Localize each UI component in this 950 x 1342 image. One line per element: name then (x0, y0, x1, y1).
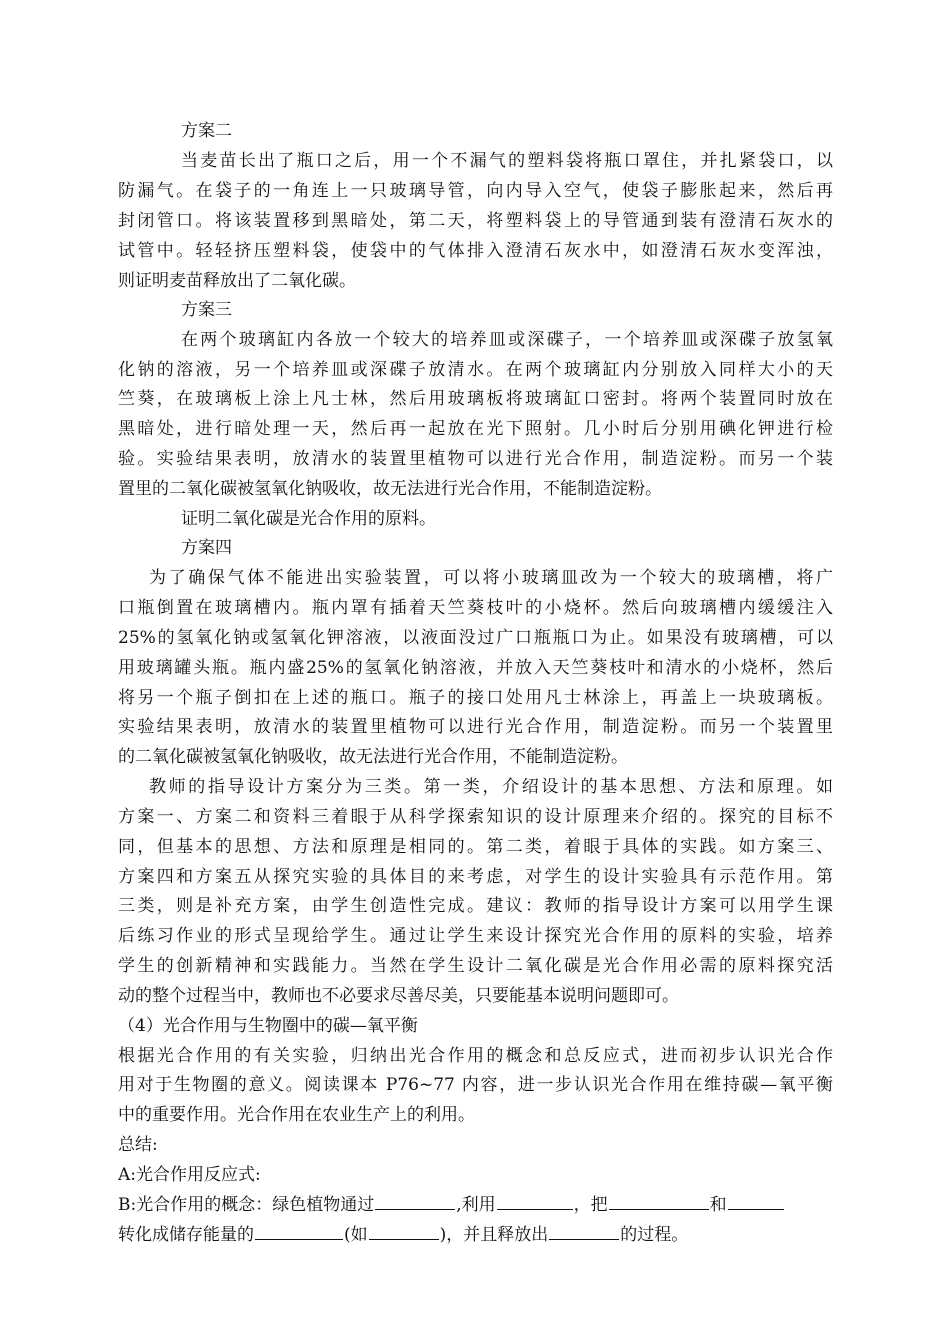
paragraph-line: 根据光合作用的有关实验，归纳出光合作用的概念和总反应式，进而初步认识光合作 (118, 1046, 833, 1066)
paragraph-line: 方案一、方案二和资料三着眼于从科学探索知识的设计原理来介绍的。探究的目标不 (118, 807, 833, 827)
formula-label: A:光合作用反应式: (118, 1165, 261, 1185)
heading-plan-2: 方案二 (181, 121, 232, 141)
blank-field[interactable] (728, 1191, 784, 1210)
concept-text: 的过程。 (620, 1225, 689, 1245)
paragraph-line: 则证明麦苗释放出了二氧化碳。 (118, 271, 356, 291)
paragraph-line: 在两个玻璃缸内各放一个较大的培养皿或深碟子，一个培养皿或深碟子放氢氧 (181, 330, 833, 350)
paragraph-line: 为了确保气体不能进出实验装置，可以将小玻璃皿改为一个较大的玻璃槽，将广 (149, 568, 833, 588)
blank-field[interactable] (609, 1191, 709, 1210)
blank-field[interactable] (375, 1191, 455, 1210)
paragraph-line: 三类，则是补充方案，由学生创造性完成。建议：教师的指导设计方案可以用学生课 (118, 896, 833, 916)
paragraph-line: 用玻璃罐头瓶。瓶内盛25%的氢氧化钠溶液，并放入天竺葵枝叶和清水的小烧杯，然后 (118, 658, 833, 678)
concept-text: (如 (344, 1225, 368, 1245)
blank-field[interactable] (255, 1221, 343, 1240)
paragraph-line: 置里的二氧化碳被氢氧化钠吸收，故无法进行光合作用，不能制造淀粉。 (118, 479, 662, 499)
paragraph-line: 方案四和方案五从探究实验的具体目的来考虑，对学生的设计实验具有示范作用。第 (118, 867, 833, 887)
paragraph-line: 竺葵，在玻璃板上涂上凡士林，然后用玻璃板将玻璃缸口密封。将两个装置同时放在 (118, 389, 833, 409)
concept-text: 和 (709, 1195, 727, 1215)
paragraph-line: 当麦苗长出了瓶口之后，用一个不漏气的塑料袋将瓶口罩住，并扎紧袋口，以 (181, 151, 833, 171)
concept-text: )，并且释放出 (439, 1225, 549, 1245)
paragraph-line: 25%的氢氧化钠或氢氧化钾溶液，以液面没过广口瓶瓶口为止。如果没有玻璃槽，可以 (118, 628, 833, 648)
paragraph-line: 学生的创新精神和实践能力。当然在学生设计二氧化碳是光合作用必需的原料探究活 (118, 956, 833, 976)
concept-line-1 (118, 1190, 833, 1220)
paragraph-line: 防漏气。在袋子的一角连上一只玻璃导管，向内导入空气，使袋子膨胀起来，然后再 (118, 181, 833, 201)
conclusion-line: 证明二氧化碳是光合作用的原料。 (181, 509, 436, 529)
paragraph-line: 试管中。轻轻挤压塑料袋，使袋中的气体排入澄清石灰水中，如澄清石灰水变浑浊， (118, 241, 833, 261)
summary-label: 总结: (118, 1135, 158, 1155)
concept-text: ，把 (573, 1195, 608, 1215)
blank-field[interactable] (369, 1221, 439, 1240)
paragraph-line: 后练习作业的形式呈现给学生。通过让学生来设计探究光合作用的原料的实验，培养 (118, 926, 833, 946)
concept-text: 转化成储存能量的 (118, 1225, 254, 1245)
paragraph-line: 的二氧化碳被氢氧化钠吸收，故无法进行光合作用，不能制造淀粉。 (118, 747, 628, 767)
paragraph-line: 口瓶倒置在玻璃槽内。瓶内罩有插着天竺葵枝叶的小烧杯。然后向玻璃槽内缓缓注入 (118, 598, 833, 618)
blank-field[interactable] (549, 1221, 619, 1240)
paragraph-line: 黑暗处，进行暗处理一天，然后再一起放在光下照射。几小时后分别用碘化钾进行检 (118, 419, 833, 439)
paragraph-line: 将另一个瓶子倒扣在上述的瓶口。瓶子的接口处用凡士林涂上，再盖上一块玻璃板。 (118, 688, 833, 708)
paragraph-line: 同，但基本的思想、方法和原理是相同的。第二类，着眼于具体的实践。如方案三、 (118, 837, 833, 857)
concept-text: ,利用 (456, 1195, 496, 1215)
heading-plan-3: 方案三 (181, 300, 232, 320)
paragraph-line: 实验结果表明，放清水的装置里植物可以进行光合作用，制造淀粉。而另一个装置里 (118, 717, 833, 737)
paragraph-line: 验。实验结果表明，放清水的装置里植物可以进行光合作用，制造淀粉。而另一个装 (118, 449, 833, 469)
blank-field[interactable] (497, 1191, 573, 1210)
paragraph-line: 用对于生物圈的意义。阅读课本 P76~77 内容，进一步认识光合作用在维持碳—氧平衡 (118, 1075, 833, 1095)
concept-line-2 (118, 1220, 833, 1250)
section-4-title: （4）光合作用与生物圈中的碳—氧平衡 (118, 1016, 418, 1036)
paragraph-line: 动的整个过程当中，教师也不必要求尽善尽美，只要能基本说明问题即可。 (118, 986, 679, 1006)
paragraph-line: 化钠的溶液，另一个培养皿或深碟子放清水。在两个玻璃缸内分别放入同样大小的天 (118, 360, 833, 380)
paragraph-line: 封闭管口。将该装置移到黑暗处，第二天，将塑料袋上的导管通到装有澄清石灰水的 (118, 211, 833, 231)
paragraph-line: 中的重要作用。光合作用在农业生产上的利用。 (118, 1105, 475, 1125)
heading-plan-4: 方案四 (181, 538, 232, 558)
concept-prefix: B:光合作用的概念：绿色植物通过 (118, 1195, 375, 1215)
paragraph-line: 教师的指导设计方案分为三类。第一类，介绍设计的基本思想、方法和原理。如 (149, 777, 833, 797)
